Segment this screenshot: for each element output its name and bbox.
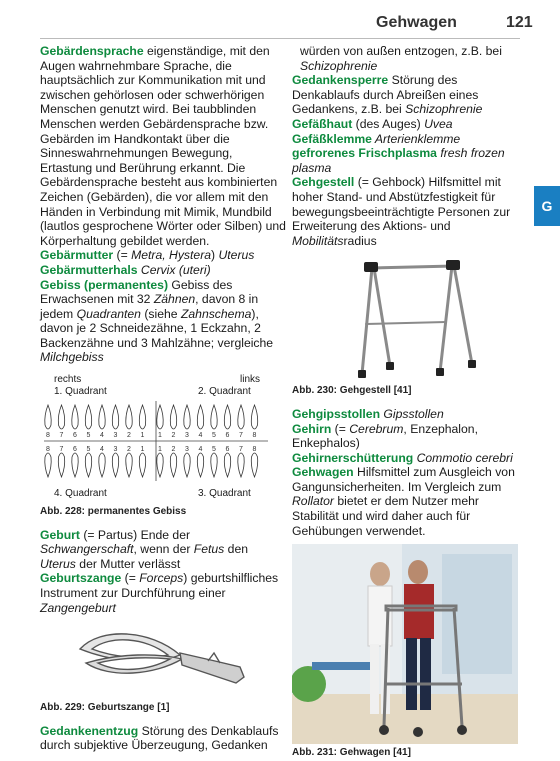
upper-tooth (238, 405, 244, 429)
upper-tooth (72, 405, 78, 429)
lower-tooth (170, 453, 176, 477)
label-q2: 2. Quadrant (198, 386, 251, 398)
italic: Schizophrenie (300, 58, 378, 73)
lower-tooth (224, 453, 230, 477)
lower-tooth (72, 453, 78, 477)
label-rechts: rechts (54, 374, 82, 386)
figure-caption: Abb. 228: permanentes Gebiss (40, 506, 187, 518)
entry-geburtszange (40, 571, 286, 615)
lower-tooth-number: 8 (46, 446, 50, 454)
upper-tooth (157, 405, 163, 429)
entry-gehirnerschuetterung (292, 451, 528, 466)
text: der Mutter verlässt (75, 556, 181, 571)
term: Gebiss (permanentes) (40, 277, 169, 292)
upper-tooth-number: 8 (46, 432, 50, 440)
upper-tooth (224, 405, 230, 429)
lower-tooth (139, 453, 145, 477)
label-q1: 1. Quadrant (54, 386, 107, 398)
lower-tooth-number: 4 (100, 446, 104, 454)
italic: Metra, Hystera (131, 248, 212, 263)
italic: Zahnschema (180, 306, 252, 321)
gehwagen-photo-icon (292, 544, 518, 744)
term: Gedankensperre (292, 73, 389, 88)
lower-tooth (251, 453, 257, 477)
forceps-icon (40, 619, 260, 699)
text: Störung des Denkablaufs durch Abreißen eines Gedankens, z.B. bei (292, 73, 479, 117)
term: Gebärmutter (40, 248, 114, 263)
text: Gebiss des Erwachsenen mit 32 (40, 277, 233, 307)
left-column (40, 44, 286, 753)
lower-tooth (238, 453, 244, 477)
lower-tooth-number: 4 (198, 446, 203, 454)
teeth-chart-icon (40, 399, 272, 483)
entry-gedankenentzug (40, 724, 286, 753)
thumb-index-tab[interactable]: G (534, 186, 560, 226)
upper-tooth-number: 2 (127, 432, 131, 440)
label-links: links (240, 374, 261, 386)
italic: Mobilitäts (292, 233, 344, 248)
text: , Enzephalon, Enkephalos) (292, 421, 478, 451)
entry-gebiss (40, 278, 286, 366)
italic: Commotio cerebri (413, 450, 513, 465)
upper-tooth (197, 405, 203, 429)
upper-tooth-number: 6 (73, 432, 77, 440)
upper-tooth-number: 3 (185, 432, 189, 440)
italic: Rollator (292, 494, 334, 509)
text: ) (211, 248, 219, 263)
lower-tooth (184, 453, 190, 477)
text: (des Auges) (352, 116, 425, 131)
upper-tooth (211, 405, 217, 429)
lower-tooth-number: 2 (127, 446, 131, 454)
lower-tooth-number: 6 (73, 446, 77, 454)
definition: Störung des Denkablaufs durch subjektive Überzeugung, Gedanken (40, 723, 279, 753)
italic: Quadranten (76, 306, 141, 321)
lower-tooth (197, 453, 203, 477)
text: , davon 8 in jedem (40, 292, 259, 321)
italic: Arterienklemme (371, 131, 461, 146)
italic: Zangengeburt (40, 600, 116, 615)
upper-tooth (184, 405, 190, 429)
lower-tooth-number: 7 (239, 446, 243, 454)
lower-tooth-number: 1 (140, 446, 145, 454)
upper-tooth (45, 405, 51, 429)
lower-tooth (99, 453, 105, 477)
lower-tooth (126, 453, 132, 477)
upper-tooth-number: 4 (100, 432, 104, 440)
upper-labels (40, 373, 272, 399)
upper-tooth (251, 405, 257, 429)
italic: Uterus (40, 556, 76, 571)
upper-tooth-number: 5 (212, 432, 216, 440)
entry-gebaermutter (40, 248, 286, 263)
term: Gehgipsstollen (292, 406, 381, 421)
upper-tooth (112, 405, 118, 429)
term: Geburt (40, 527, 80, 542)
entry-frischplasma (292, 146, 528, 175)
term: Geburtszange (40, 571, 122, 586)
italic: Uvea (424, 116, 453, 131)
header-keyword: Gehwagen (376, 14, 457, 31)
text: ), davon je 2 Schneidezähne, 1 Eckzahn, 2 Backenzähne und 3 Mahlzähne; vergleiche (40, 306, 274, 350)
lower-tooth-number: 6 (225, 446, 230, 454)
label-q3: 3. Quadrant (198, 488, 251, 500)
text: (= Partus) Ende der (79, 527, 191, 542)
term: Gehirnerschütterung (292, 450, 414, 465)
text: radius (343, 233, 377, 248)
lower-tooth (112, 453, 118, 477)
lower-tooth-number: 7 (59, 446, 64, 454)
upper-tooth (85, 405, 91, 429)
text: bietet er dem Nutzer mehr Stabilität und wird daher auch für Gehübungen verwendet. (292, 494, 479, 538)
italic: Uterus (218, 248, 255, 263)
lower-tooth (45, 453, 51, 477)
lower-tooth (85, 453, 91, 477)
italic: fresh frozen plasma (292, 146, 505, 175)
italic: Schwangerschaft (40, 542, 134, 557)
text: ) geburtshilfliches Instrument zur Durchführung einer (40, 571, 279, 601)
italic: Cervix (uteri) (137, 262, 211, 277)
term: Gehwagen (292, 465, 354, 480)
upper-tooth-number: 6 (225, 432, 230, 440)
figure-caption: Abb. 231: Gehwagen [41] (292, 747, 411, 759)
italic: Cerebrum (349, 421, 404, 436)
term: Gehgestell (292, 175, 355, 190)
upper-tooth-number: 3 (113, 432, 118, 440)
italic: Schizophrenie (405, 102, 483, 117)
upper-tooth-number: 7 (239, 432, 243, 440)
entry-gehirn (292, 422, 528, 451)
text: , wenn der (133, 542, 194, 557)
italic: Gipsstollen (380, 406, 444, 421)
lower-tooth-number: 8 (252, 446, 257, 454)
term: Gefäßhaut (292, 116, 353, 131)
text: (siehe (140, 306, 181, 321)
lower-tooth-number: 2 (171, 446, 176, 454)
entry-gebaermutterhals (40, 263, 286, 278)
lower-tooth (157, 453, 163, 477)
upper-tooth (170, 405, 176, 429)
lower-tooth-number: 5 (86, 446, 91, 454)
figure-caption: Abb. 229: Geburtszange [1] (40, 702, 170, 714)
lower-tooth (211, 453, 217, 477)
upper-tooth-number: 7 (59, 432, 64, 440)
term: Gehirn (292, 421, 332, 436)
lower-tooth-number: 5 (212, 446, 216, 454)
term: Gefäßklemme (292, 131, 372, 146)
lower-tooth-number: 1 (158, 446, 162, 454)
italic: Fetus (193, 542, 225, 557)
walker-frame-icon (312, 254, 512, 382)
definition: eigenständige, mit den Augen wahrnehmbare Sprache, die hauptsächlich zur Kommunikation mit und zwischen gehörlosen oder schwerhörigen Menschen genutzt wird. Bei taubblinden Menschen werden Gebärdensprache bzw. Gebärden im Handkontakt über die Sinneswahrnehmungen Bewegung, Ertastung und Berührung erkannt. Die Gebärdensprache besteht aus kombinierten Zeichen (Gebärden), die vor allem mit den Händen in Verbindung mit Mimik, Mundbild (lautlos gesprochene Wörter oder Silben) und Körperhaltung gebildet werden. (40, 44, 286, 248)
teeth-figure (40, 373, 272, 520)
entry-gedankensperre (292, 73, 528, 117)
text: Hilfsmittel zum Ausgleich von Gangunsicherheiten. Im Vergleich zum (292, 465, 515, 494)
text: (= Gehbock) Hilfsmittel mit hoher Stand- und Abstützfestigkeit für bewegungsbeeinträchtigte Personen zur Erweiterung des Aktions- und (292, 175, 511, 234)
text: den (224, 542, 249, 557)
entry-gehwagen (292, 465, 528, 538)
upper-tooth-number: 4 (198, 432, 203, 440)
figure-caption: Abb. 230: Gehgestell [41] (292, 385, 412, 397)
upper-tooth (126, 405, 132, 429)
upper-tooth (139, 405, 145, 429)
upper-tooth-number: 2 (171, 432, 176, 440)
text: (= (331, 421, 350, 436)
right-column (292, 44, 528, 761)
lower-tooth-number: 3 (185, 446, 189, 454)
label-q4: 4. Quadrant (54, 488, 107, 500)
entry-geburt (40, 528, 286, 572)
upper-tooth-number: 8 (252, 432, 257, 440)
term: Gedankenentzug (40, 723, 139, 738)
entry-gehgestell (292, 175, 528, 248)
lower-tooth (58, 453, 64, 477)
text: würden von außen entzogen, z.B. bei (300, 44, 502, 58)
header-divider (40, 38, 520, 39)
upper-tooth (58, 405, 64, 429)
upper-tooth-number: 1 (140, 432, 145, 440)
term: Gebärdensprache (40, 44, 144, 58)
italic: Milchgebiss (40, 350, 104, 365)
entry-gefaessklemme (292, 132, 528, 147)
text: (= (121, 571, 140, 586)
term: gefrorenes Frischplasma (292, 146, 437, 161)
lower-tooth-number: 3 (113, 446, 118, 454)
lower-labels (40, 483, 272, 509)
italic: Forceps (139, 571, 184, 586)
continuation (292, 44, 528, 73)
term: Gebärmutterhals (40, 262, 138, 277)
upper-tooth (99, 405, 105, 429)
text: (= (113, 248, 132, 263)
entry-gehgipsstollen (292, 407, 528, 422)
italic: Zähnen (153, 292, 196, 307)
upper-tooth-number: 1 (158, 432, 162, 440)
page-number: 121 (506, 14, 533, 31)
entry-gebaerdensprache (40, 44, 286, 248)
upper-tooth-number: 5 (86, 432, 91, 440)
entry-gefaesshaut (292, 117, 528, 132)
